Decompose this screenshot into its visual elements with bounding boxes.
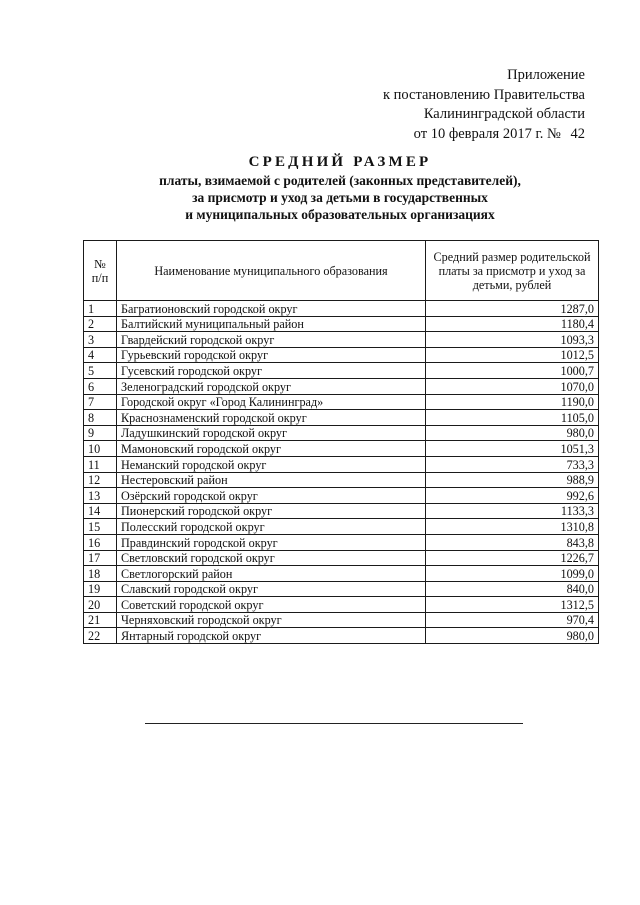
table-row bbox=[84, 441, 599, 457]
appendix-header bbox=[383, 66, 585, 144]
row-number: 22 bbox=[84, 628, 117, 644]
row-fee: 1312,5 bbox=[426, 597, 599, 613]
appendix-label: Приложение bbox=[507, 67, 585, 83]
table-row bbox=[84, 456, 599, 472]
row-municipality: Светловский городской округ bbox=[117, 550, 426, 566]
row-number: 3 bbox=[84, 332, 117, 348]
row-number: 17 bbox=[84, 550, 117, 566]
row-municipality: Мамоновский городской округ bbox=[117, 441, 426, 457]
table-row bbox=[84, 410, 599, 426]
table-row bbox=[84, 347, 599, 363]
row-number: 4 bbox=[84, 347, 117, 363]
row-fee: 1051,3 bbox=[426, 441, 599, 457]
decree-date: 10 февраля 2017 г. bbox=[430, 125, 544, 142]
fees-table bbox=[83, 240, 599, 644]
row-fee: 1133,3 bbox=[426, 503, 599, 519]
table-row bbox=[84, 488, 599, 504]
row-fee: 1000,7 bbox=[426, 363, 599, 379]
row-number: 11 bbox=[84, 456, 117, 472]
row-municipality: Гвардейский городской округ bbox=[117, 332, 426, 348]
row-fee: 988,9 bbox=[426, 472, 599, 488]
row-fee: 840,0 bbox=[426, 581, 599, 597]
row-number: 21 bbox=[84, 612, 117, 628]
row-fee: 1310,8 bbox=[426, 519, 599, 535]
decree-number: 42 bbox=[570, 125, 585, 142]
row-municipality: Полесский городской округ bbox=[117, 519, 426, 535]
table-row bbox=[84, 301, 599, 317]
table-row bbox=[84, 472, 599, 488]
header-name: Наименование муниципального образования bbox=[117, 241, 426, 301]
row-municipality: Гурьевский городской округ bbox=[117, 347, 426, 363]
table-row bbox=[84, 550, 599, 566]
row-municipality: Славский городской округ bbox=[117, 581, 426, 597]
row-municipality: Светлогорский район bbox=[117, 566, 426, 582]
row-fee: 1226,7 bbox=[426, 550, 599, 566]
row-number: 8 bbox=[84, 410, 117, 426]
row-municipality: Правдинский городской округ bbox=[117, 534, 426, 550]
row-fee: 1070,0 bbox=[426, 378, 599, 394]
row-fee: 1093,3 bbox=[426, 332, 599, 348]
row-number: 12 bbox=[84, 472, 117, 488]
row-fee: 1012,5 bbox=[426, 347, 599, 363]
appendix-date-line bbox=[383, 125, 585, 145]
table-row bbox=[84, 628, 599, 644]
table-row bbox=[84, 363, 599, 379]
row-fee: 1180,4 bbox=[426, 316, 599, 332]
table-row bbox=[84, 566, 599, 582]
row-fee: 843,8 bbox=[426, 534, 599, 550]
row-fee: 733,3 bbox=[426, 456, 599, 472]
row-number: 9 bbox=[84, 425, 117, 441]
number-sign: № bbox=[547, 125, 561, 142]
row-number: 1 bbox=[84, 301, 117, 317]
table-body bbox=[84, 301, 599, 644]
row-municipality: Неманский городской округ bbox=[117, 456, 426, 472]
row-number: 5 bbox=[84, 363, 117, 379]
table-row bbox=[84, 425, 599, 441]
table-row bbox=[84, 597, 599, 613]
table-row bbox=[84, 519, 599, 535]
row-number: 19 bbox=[84, 581, 117, 597]
row-number: 15 bbox=[84, 519, 117, 535]
document-title bbox=[0, 152, 640, 223]
table-header-row bbox=[84, 241, 599, 301]
row-municipality: Городской округ «Город Калининград» bbox=[117, 394, 426, 410]
row-number: 2 bbox=[84, 316, 117, 332]
title-line-2: за присмотр и уход за детьми в государственных bbox=[192, 190, 488, 205]
row-fee: 980,0 bbox=[426, 628, 599, 644]
row-number: 20 bbox=[84, 597, 117, 613]
row-fee: 980,0 bbox=[426, 425, 599, 441]
row-municipality: Гусевский городской округ bbox=[117, 363, 426, 379]
row-fee: 1105,0 bbox=[426, 410, 599, 426]
row-municipality: Янтарный городской округ bbox=[117, 628, 426, 644]
row-municipality: Озёрский городской округ bbox=[117, 488, 426, 504]
row-fee: 970,4 bbox=[426, 612, 599, 628]
appendix-region: Калининградской области bbox=[423, 106, 585, 122]
row-municipality: Краснознаменский городской округ bbox=[117, 410, 426, 426]
row-municipality: Советский городской округ bbox=[117, 597, 426, 613]
title-line-1: платы, взимаемой с родителей (законных представителей), bbox=[159, 173, 521, 188]
row-number: 7 bbox=[84, 394, 117, 410]
row-municipality: Черняховский городской округ bbox=[117, 612, 426, 628]
table-row bbox=[84, 316, 599, 332]
row-municipality: Зеленоградский городской округ bbox=[117, 378, 426, 394]
row-fee: 1190,0 bbox=[426, 394, 599, 410]
table-row bbox=[84, 332, 599, 348]
table-row bbox=[84, 394, 599, 410]
table-row bbox=[84, 612, 599, 628]
row-fee: 1099,0 bbox=[426, 566, 599, 582]
title-line-3: и муниципальных образовательных организациях bbox=[185, 207, 495, 222]
row-number: 10 bbox=[84, 441, 117, 457]
table-row bbox=[84, 378, 599, 394]
table-row bbox=[84, 503, 599, 519]
row-number: 18 bbox=[84, 566, 117, 582]
header-value: Средний размер родительской платы за присмотр и уход за детьми, рублей bbox=[426, 241, 599, 301]
signature-line bbox=[145, 723, 523, 724]
row-municipality: Нестеровский район bbox=[117, 472, 426, 488]
row-fee: 1287,0 bbox=[426, 301, 599, 317]
title-main: СРЕДНИЙ РАЗМЕР bbox=[248, 154, 432, 170]
row-municipality: Багратионовский городской округ bbox=[117, 301, 426, 317]
date-prefix: от bbox=[413, 125, 428, 142]
row-municipality: Ладушкинский городской округ bbox=[117, 425, 426, 441]
header-num: № п/п bbox=[84, 241, 117, 301]
row-number: 6 bbox=[84, 378, 117, 394]
row-number: 14 bbox=[84, 503, 117, 519]
row-number: 16 bbox=[84, 534, 117, 550]
appendix-decree: к постановлению Правительства bbox=[383, 86, 585, 103]
row-municipality: Пионерский городской округ bbox=[117, 503, 426, 519]
table-row bbox=[84, 581, 599, 597]
row-municipality: Балтийский муниципальный район bbox=[117, 316, 426, 332]
row-fee: 992,6 bbox=[426, 488, 599, 504]
table-row bbox=[84, 534, 599, 550]
row-number: 13 bbox=[84, 488, 117, 504]
